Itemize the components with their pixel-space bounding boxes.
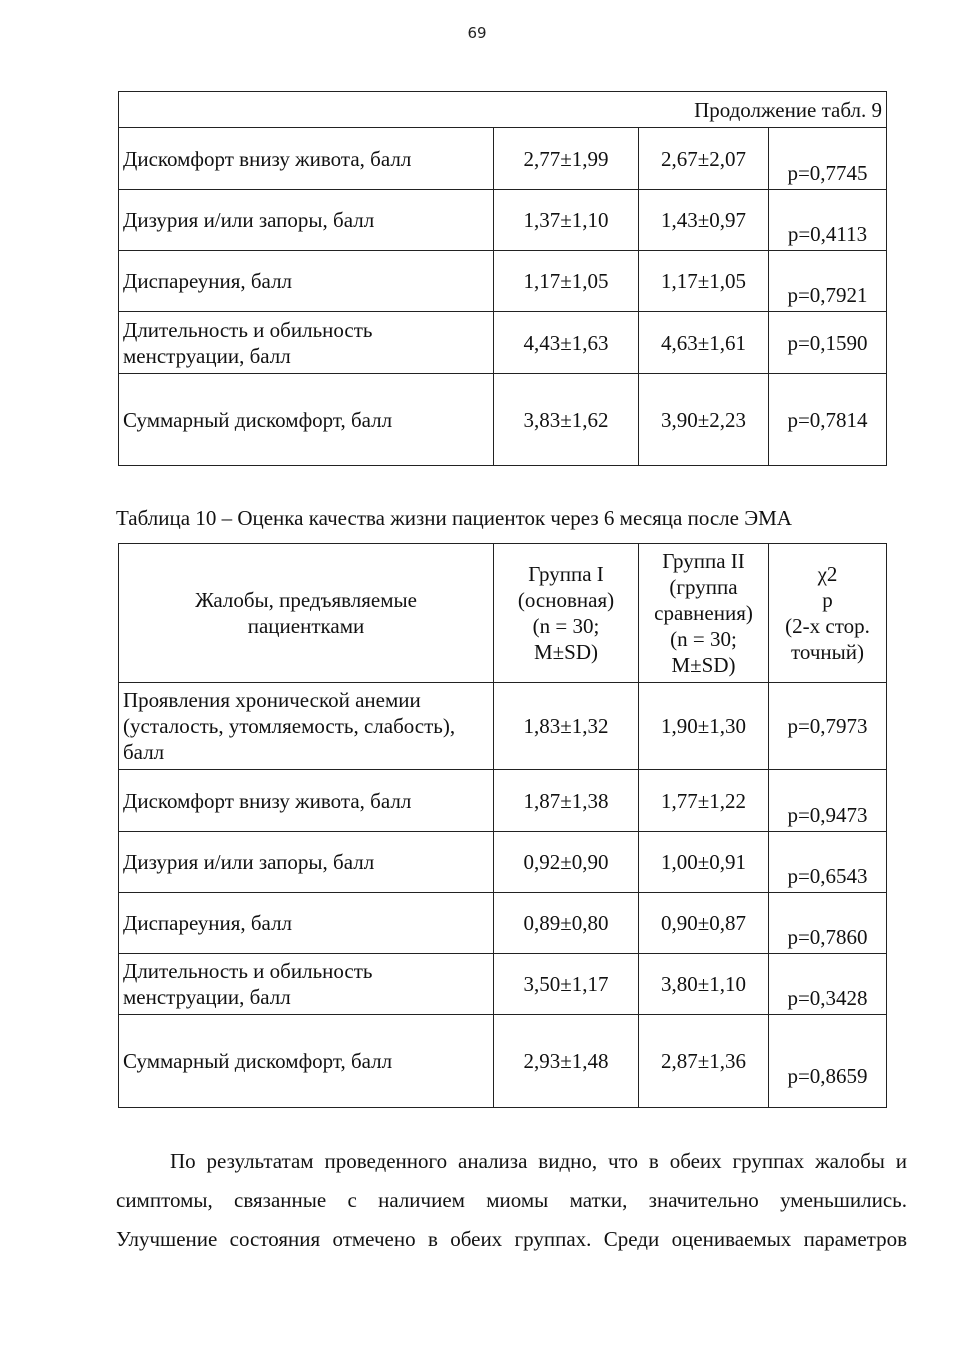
- group1-value: 2,93±1,48: [494, 1015, 639, 1108]
- group1-value: 4,43±1,63: [494, 312, 639, 374]
- continuation-row: [119, 92, 887, 128]
- header-line: M±SD): [671, 653, 736, 677]
- row-label: Дизурия и/или запоры, балл: [119, 190, 494, 251]
- group2-value: 0,90±0,87: [639, 893, 769, 954]
- group1-value: 0,92±0,90: [494, 832, 639, 893]
- group2-value: 4,63±1,61: [639, 312, 769, 374]
- row-label-line: менструации, балл: [123, 343, 291, 368]
- row-label-line: Длительность и обильность: [123, 317, 373, 342]
- row-label-line: балл: [123, 740, 165, 764]
- header-chi-square: [769, 544, 887, 683]
- header-line: Группа II: [662, 549, 745, 573]
- paragraph-line: По результатам проведенного анализа видно, что в обеих группах жалобы и: [170, 1149, 907, 1173]
- table-row: [119, 1015, 887, 1108]
- group1-value: 1,83±1,32: [494, 683, 639, 770]
- row-label: Диспареуния, балл: [119, 251, 494, 312]
- table-row: [119, 832, 887, 893]
- header-line: сравнения): [654, 601, 753, 625]
- row-label: Дискомфорт внизу живота, балл: [119, 128, 494, 190]
- group1-value: 1,87±1,38: [494, 770, 639, 832]
- p-value: р=0,7973: [769, 683, 887, 770]
- group2-value: 1,17±1,05: [639, 251, 769, 312]
- paragraph-line: симптомы, связанные с наличием миомы матки, значительно уменьшились.: [116, 1188, 907, 1212]
- table-10: [118, 543, 887, 1108]
- row-label-line: (усталость, утомляемость, слабость),: [123, 714, 456, 738]
- p-value: р=0,1590: [769, 312, 887, 374]
- table-row: [119, 128, 887, 190]
- group1-value: 1,17±1,05: [494, 251, 639, 312]
- row-label: Суммарный дискомфорт, балл: [119, 1015, 494, 1108]
- row-label: Дискомфорт внизу живота, балл: [119, 770, 494, 832]
- p-value: р=0,7745: [769, 128, 887, 190]
- table-10-caption: Таблица 10 – Оценка качества жизни пациенток через 6 месяца после ЭМА: [116, 506, 792, 530]
- header-line: (n = 30;: [670, 627, 737, 651]
- header-complaints: [119, 544, 494, 683]
- header-line: (группа: [669, 575, 738, 599]
- table-row: [119, 954, 887, 1015]
- group2-value: 2,67±2,07: [639, 128, 769, 190]
- header-line: Группа I: [528, 562, 604, 586]
- row-label-line: Длительность и обильность: [123, 959, 373, 983]
- p-value: р=0,8659: [769, 1015, 887, 1108]
- continuation-label: Продолжение табл. 9: [119, 92, 887, 128]
- header-line: пациентками: [247, 614, 365, 638]
- p-value: р=0,7921: [769, 251, 887, 312]
- p-value: р=0,6543: [769, 832, 887, 893]
- header-line: χ2: [817, 562, 838, 586]
- header-line: (n = 30;: [532, 614, 600, 638]
- group1-value: 2,77±1,99: [494, 128, 639, 190]
- group2-value: 1,43±0,97: [639, 190, 769, 251]
- group1-value: 0,89±0,80: [494, 893, 639, 954]
- header-group1: [494, 544, 639, 683]
- page-number: 69: [467, 24, 487, 42]
- header-line: M±SD): [533, 640, 599, 664]
- group1-value: 3,50±1,17: [494, 954, 639, 1015]
- header-row: [119, 544, 887, 683]
- header-line: (основная): [517, 588, 615, 612]
- row-label-line: Проявления хронической анемии: [123, 688, 421, 712]
- p-value: р=0,7814: [769, 374, 887, 466]
- p-value: р=0,3428: [769, 954, 887, 1015]
- row-label: [119, 683, 494, 770]
- row-label-line: менструации, балл: [123, 985, 291, 1009]
- header-line: Жалобы, предъявляемые: [195, 588, 417, 612]
- group1-value: 1,37±1,10: [494, 190, 639, 251]
- table-row: [119, 683, 887, 770]
- header-group2: [639, 544, 769, 683]
- header-line: р: [822, 588, 833, 612]
- p-value: р=0,9473: [769, 770, 887, 832]
- group2-value: 1,77±1,22: [639, 770, 769, 832]
- table-9-continuation: [118, 91, 887, 466]
- group2-value: 1,00±0,91: [639, 832, 769, 893]
- header-line: (2-х стор.: [785, 614, 870, 638]
- p-value: р=0,7860: [769, 893, 887, 954]
- body-paragraph: [116, 1142, 907, 1259]
- group2-value: 3,80±1,10: [639, 954, 769, 1015]
- row-label: [119, 312, 494, 374]
- group2-value: 2,87±1,36: [639, 1015, 769, 1108]
- row-label: Диспареуния, балл: [119, 893, 494, 954]
- row-label: Дизурия и/или запоры, балл: [119, 832, 494, 893]
- table-row: [119, 251, 887, 312]
- group1-value: 3,83±1,62: [494, 374, 639, 466]
- table-row: [119, 893, 887, 954]
- group2-value: 3,90±2,23: [639, 374, 769, 466]
- p-value: р=0,4113: [769, 190, 887, 251]
- table-row: [119, 190, 887, 251]
- row-label: Суммарный дискомфорт, балл: [119, 374, 494, 466]
- header-line: точный): [791, 640, 864, 664]
- table-row: [119, 312, 887, 374]
- table-row: [119, 770, 887, 832]
- group2-value: 1,90±1,30: [639, 683, 769, 770]
- row-label: [119, 954, 494, 1015]
- table-row: [119, 374, 887, 466]
- paragraph-line: Улучшение состояния отмечено в обеих группах. Среди оцениваемых параметров: [116, 1227, 907, 1251]
